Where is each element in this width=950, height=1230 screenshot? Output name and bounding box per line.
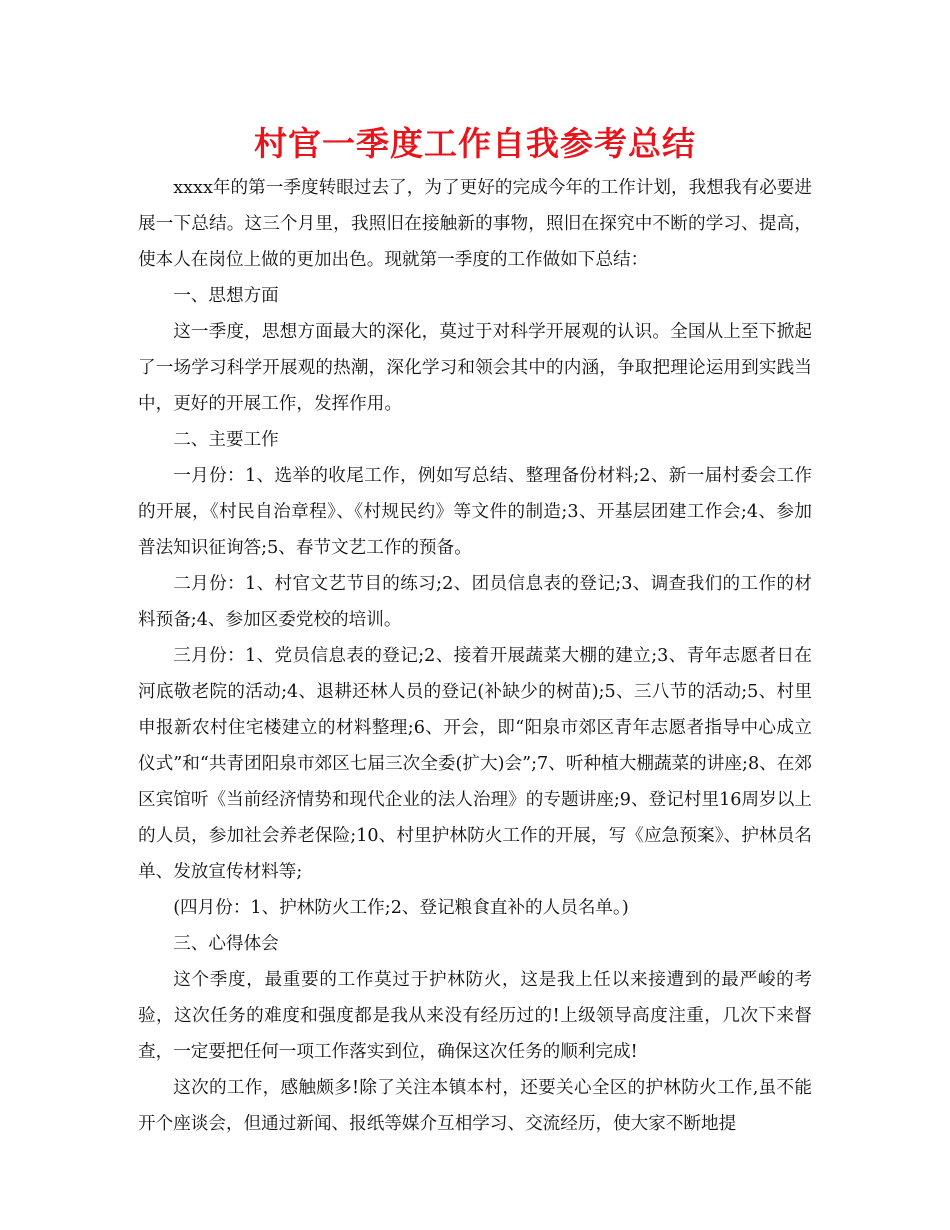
january-paragraph: 一月份：1、选举的收尾工作，例如写总结、整理备份材料;2、新一届村委会工作的开展，《村民自治章程》、《村规民约》等文件的制造;3、开基层团建工作会;4、参加普法知识征询答;5、春节文艺工作的预备。 bbox=[138, 466, 812, 558]
april-paragraph: (四月份：1、护林防火工作;2、登记粮食直补的人员名单。) bbox=[173, 898, 629, 918]
insights-paragraph-1: 这个季度，最重要的工作莫过于护林防火，这是我上任以来接遭到的最严峻的考验，这次任务的难度和强度都是我从来没有经历过的!上级领导高度注重，几次下来督查，一定要把任何一项工作落实到位，确保这次任务的顺利完成! bbox=[138, 970, 812, 1062]
document-title: 村官一季度工作自我参考总结 bbox=[254, 124, 696, 163]
insights-paragraph-2: 这次的工作，感触颇多!除了关注本镇本村，还要关心全区的护林防火工作,虽不能开个座谈会，但通过新闻、报纸等媒介互相学习、交流经历，使大家不断地提 bbox=[138, 1078, 812, 1134]
section-heading-insights: 三、心得体会 bbox=[173, 934, 279, 954]
section-heading-main-work: 二、主要工作 bbox=[173, 430, 279, 450]
document-body bbox=[138, 170, 812, 1142]
february-paragraph: 二月份：1、村官文艺节目的练习;2、团员信息表的登记;3、调查我们的工作的材料预备;4、参加区委党校的培训。 bbox=[138, 574, 812, 630]
intro-paragraph: xxxx年的第一季度转眼过去了，为了更好的完成今年的工作计划，我想我有必要进展一下总结。这三个月里，我照旧在接触新的事物，照旧在探究中不断的学习、提高，使本人在岗位上做的更加出色。现就第一季度的工作做如下总结： bbox=[138, 178, 812, 270]
section-heading-thought: 一、思想方面 bbox=[173, 286, 279, 306]
thought-paragraph: 这一季度，思想方面最大的深化，莫过于对科学开展观的认识。全国从上至下掀起了一场学习科学开展观的热潮，深化学习和领会其中的内涵，争取把理论运用到实践当中，更好的开展工作，发挥作用。 bbox=[138, 322, 812, 414]
march-paragraph: 三月份：1、党员信息表的登记;2、接着开展蔬菜大棚的建立;3、青年志愿者日在河底敬老院的活动;4、退耕还林人员的登记(补缺少的树苗);5、三八节的活动;5、村里申报新农村住宅楼建立的材料整理;6、开会，即“阳泉市郊区青年志愿者指导中心成立仪式”和“共青团阳泉市郊区七届三次全委(扩大)会”;7、听种植大棚蔬菜的讲座;8、在郊区宾馆听《当前经济情势和现代企业的法人治理》的专题讲座;9、登记村里16周岁以上的人员，参加社会养老保险;10、村里护林防火工作的开展，写《应急预案》、护林员名单、发放宣传材料等; bbox=[138, 646, 812, 882]
